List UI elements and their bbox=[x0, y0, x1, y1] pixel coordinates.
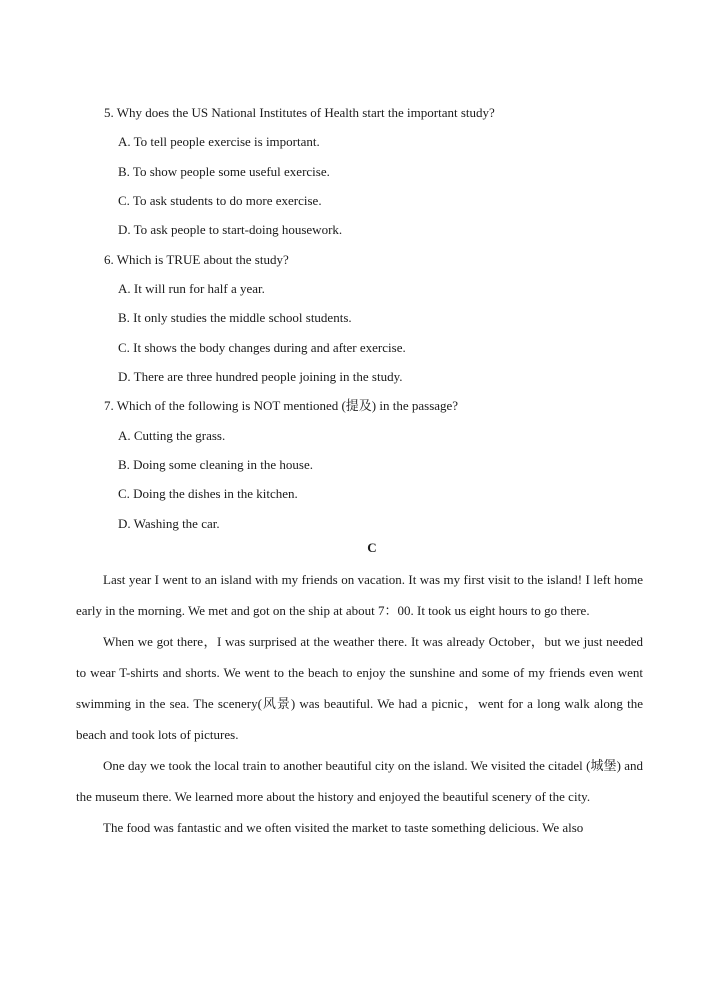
passage-paragraph-4: The food was fantastic and we often visited the market to taste something delicious. We also bbox=[103, 820, 584, 835]
question-5-option-c: C. To ask students to do more exercise. bbox=[118, 193, 322, 208]
question-5-option-a: A. To tell people exercise is important. bbox=[118, 134, 320, 149]
question-5-option-d: D. To ask people to start-doing housework. bbox=[118, 222, 343, 237]
passage-paragraph-3: One day we took the local train to another beautiful city on the island. We visited the citadel (城堡) and the museum there. We learned more about the history and enjoyed the beautiful scenery of the city. bbox=[76, 758, 643, 804]
reading-passage bbox=[76, 564, 643, 843]
question-5-option-b: B. To show people some useful exercise. bbox=[118, 164, 330, 179]
question-6-option-c: C. It shows the body changes during and after exercise. bbox=[118, 340, 406, 355]
passage-paragraph-1: Last year I went to an island with my friends on vacation. It was my first visit to the island! I left home early in the morning. We met and got on the ship at about 7：00. It took us eight hours to go there. bbox=[76, 572, 643, 618]
question-7-option-c: C. Doing the dishes in the kitchen. bbox=[118, 486, 298, 501]
question-7-option-b: B. Doing some cleaning in the house. bbox=[118, 457, 313, 472]
question-7-option-a: A. Cutting the grass. bbox=[118, 428, 226, 443]
question-6-option-a: A. It will run for half a year. bbox=[118, 281, 265, 296]
question-6-stem: 6. Which is TRUE about the study? bbox=[104, 252, 289, 267]
question-6-option-d: D. There are three hundred people joining in the study. bbox=[118, 369, 403, 384]
passage-paragraph-2: When we got there，I was surprised at the weather there. It was already October，but we just needed to wear T-shirts and shorts. We went to the beach to enjoy the sunshine and some of my friends even went swimming in the sea. The scenery(风景) was beautiful. We had a picnic，went for a long walk along the beach and took lots of pictures. bbox=[76, 634, 643, 742]
question-5-stem: 5. Why does the US National Institutes of Health start the important study? bbox=[104, 105, 495, 120]
question-7-stem: 7. Which of the following is NOT mentioned (提及) in the passage? bbox=[104, 398, 459, 413]
section-heading: C bbox=[367, 540, 377, 555]
question-6-option-b: B. It only studies the middle school students. bbox=[118, 310, 352, 325]
question-7-option-d: D. Washing the car. bbox=[118, 516, 220, 531]
